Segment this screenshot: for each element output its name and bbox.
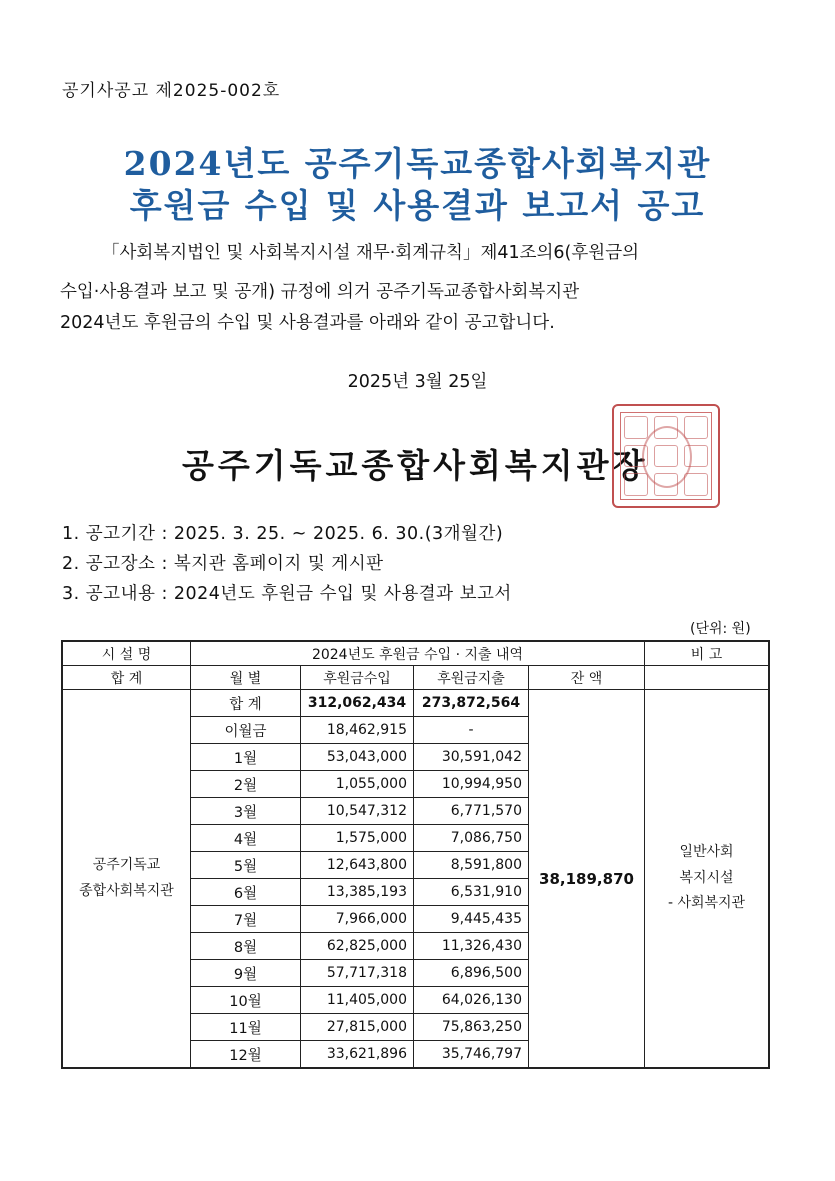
month-cell: 합 계 bbox=[191, 690, 301, 717]
body-line-3: 2024년도 후원금의 수입 및 사용결과를 아래와 같이 공고합니다. bbox=[60, 313, 555, 333]
title-line-1: 2024년도 공주기독교종합사회복지관 bbox=[123, 144, 712, 183]
subheader-expense: 후원금지출 bbox=[414, 666, 529, 690]
facility-name-cell bbox=[62, 690, 191, 1069]
table-row bbox=[62, 690, 769, 717]
expense-cell: 6,771,570 bbox=[414, 798, 529, 825]
facility-name-line-1: 공주기독교 bbox=[92, 856, 161, 873]
issuer-name: 공주기독교종합사회복지관장 bbox=[182, 446, 649, 485]
subheader-income: 후원금수입 bbox=[301, 666, 414, 690]
income-cell: 1,575,000 bbox=[301, 825, 414, 852]
expense-cell: 35,746,797 bbox=[414, 1041, 529, 1069]
month-cell: 10월 bbox=[191, 987, 301, 1014]
notice-item-content: 3. 공고내용 : 2024년도 후원금 수입 및 사용결과 보고서 bbox=[62, 584, 512, 604]
expense-cell: 7,086,750 bbox=[414, 825, 529, 852]
body-line-2: 수입·사용결과 보고 및 공개) 규정에 의거 공주기독교종합사회복지관 bbox=[60, 282, 580, 302]
table-header-row bbox=[62, 641, 769, 666]
expense-cell: 273,872,564 bbox=[414, 690, 529, 717]
month-cell: 1월 bbox=[191, 744, 301, 771]
income-cell: 27,815,000 bbox=[301, 1014, 414, 1041]
facility-name-line-2: 종합사회복지관 bbox=[79, 882, 174, 899]
income-cell: 12,643,800 bbox=[301, 852, 414, 879]
expense-cell: 75,863,250 bbox=[414, 1014, 529, 1041]
month-cell: 6월 bbox=[191, 879, 301, 906]
subheader-remark-empty bbox=[645, 666, 770, 690]
header-remark: 비 고 bbox=[645, 641, 770, 666]
income-cell: 33,621,896 bbox=[301, 1041, 414, 1069]
income-cell: 13,385,193 bbox=[301, 879, 414, 906]
month-cell: 7월 bbox=[191, 906, 301, 933]
body-line-1: 「사회복지법인 및 사회복지시설 재무·회계규칙」제41조의6(후원금의 bbox=[102, 243, 640, 263]
expense-cell: 8,591,800 bbox=[414, 852, 529, 879]
income-cell: 10,547,312 bbox=[301, 798, 414, 825]
unit-label: (단위: 원) bbox=[690, 621, 751, 637]
month-cell: 11월 bbox=[191, 1014, 301, 1041]
balance-cell: 38,189,870 bbox=[529, 690, 645, 1069]
official-seal-icon bbox=[612, 404, 720, 508]
expense-cell: 30,591,042 bbox=[414, 744, 529, 771]
notice-number: 공기사공고 제2025-002호 bbox=[62, 81, 281, 101]
expense-cell: 10,994,950 bbox=[414, 771, 529, 798]
month-cell: 3월 bbox=[191, 798, 301, 825]
subheader-total: 합 계 bbox=[62, 666, 191, 690]
notice-date: 2025년 3월 25일 bbox=[347, 372, 488, 392]
expense-cell: 6,531,910 bbox=[414, 879, 529, 906]
table-subheader-row bbox=[62, 666, 769, 690]
month-cell: 12월 bbox=[191, 1041, 301, 1069]
month-cell: 9월 bbox=[191, 960, 301, 987]
remark-line-3: - 사회복지관 bbox=[667, 895, 746, 912]
subheader-month: 월 별 bbox=[191, 666, 301, 690]
subheader-balance: 잔 액 bbox=[529, 666, 645, 690]
income-cell: 1,055,000 bbox=[301, 771, 414, 798]
expense-cell: 11,326,430 bbox=[414, 933, 529, 960]
month-cell: 4월 bbox=[191, 825, 301, 852]
notice-item-place: 2. 공고장소 : 복지관 홈페이지 및 게시판 bbox=[62, 554, 384, 574]
income-cell: 18,462,915 bbox=[301, 717, 414, 744]
income-cell: 11,405,000 bbox=[301, 987, 414, 1014]
expense-cell: 6,896,500 bbox=[414, 960, 529, 987]
income-cell: 53,043,000 bbox=[301, 744, 414, 771]
header-facility: 시 설 명 bbox=[62, 641, 191, 666]
month-cell: 이월금 bbox=[191, 717, 301, 744]
title-line-2: 후원금 수입 및 사용결과 보고서 공고 bbox=[129, 186, 706, 225]
month-cell: 8월 bbox=[191, 933, 301, 960]
income-cell: 7,966,000 bbox=[301, 906, 414, 933]
month-cell: 2월 bbox=[191, 771, 301, 798]
remark-cell bbox=[645, 690, 770, 1069]
remark-line-1: 일반사회 bbox=[679, 843, 734, 860]
expense-cell: - bbox=[414, 717, 529, 744]
expense-cell: 9,445,435 bbox=[414, 906, 529, 933]
header-detail: 2024년도 후원금 수입 · 지출 내역 bbox=[191, 641, 645, 666]
income-cell: 57,717,318 bbox=[301, 960, 414, 987]
notice-item-period: 1. 공고기간 : 2025. 3. 25. ~ 2025. 6. 30.(3개월간) bbox=[62, 524, 504, 544]
income-cell: 62,825,000 bbox=[301, 933, 414, 960]
remark-line-2: 복지시설 bbox=[679, 869, 734, 886]
donation-report-table bbox=[61, 640, 770, 1069]
income-cell: 312,062,434 bbox=[301, 690, 414, 717]
expense-cell: 64,026,130 bbox=[414, 987, 529, 1014]
month-cell: 5월 bbox=[191, 852, 301, 879]
